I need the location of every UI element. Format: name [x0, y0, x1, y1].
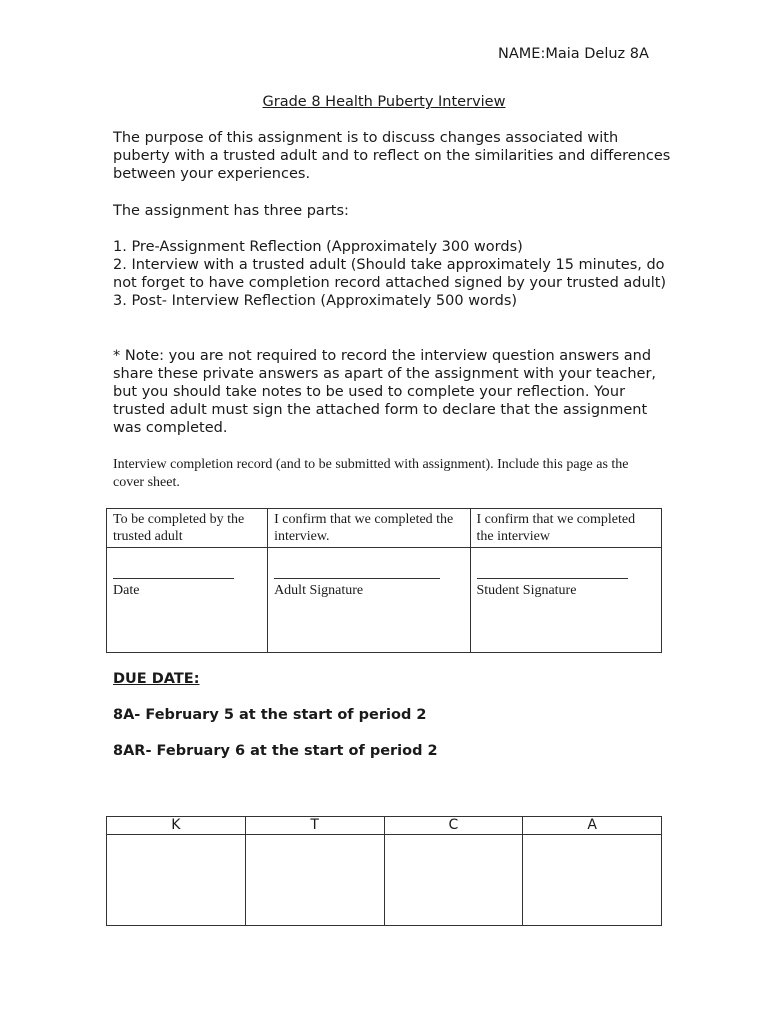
ktca-header-c: C [384, 817, 523, 835]
table-row [107, 509, 662, 548]
student-signature-cell[interactable] [470, 548, 662, 653]
student-signature-line [477, 550, 628, 579]
ktca-header-k: K [107, 817, 246, 835]
parts-list [113, 238, 673, 310]
record-header-adult-confirm: I confirm that we completed the interview. [268, 509, 470, 548]
ktca-cell-k[interactable] [107, 835, 246, 926]
due-date-8ar: 8AR- February 6 at the start of period 2 [113, 743, 438, 759]
purpose-paragraph [113, 129, 673, 183]
date-label: Date [113, 583, 140, 598]
part-item-2: 2. Interview with a trusted adult (Should take approximately 15 minutes, do not forget to have completion record attached signed by your trusted adult) [113, 257, 667, 291]
student-name: NAME:Maia Deluz 8A [498, 46, 649, 62]
record-header-student-confirm: I confirm that we completed the interview [470, 509, 662, 548]
ktca-rubric-table [106, 816, 662, 926]
ktca-cell-a[interactable] [523, 835, 662, 926]
ktca-header-t: T [245, 817, 384, 835]
student-signature-label: Student Signature [476, 583, 577, 598]
part-item-3: 3. Post- Interview Reflection (Approximately 500 words) [113, 293, 518, 309]
adult-signature-label: Adult Signature [274, 583, 364, 598]
due-date-8a: 8A- February 5 at the start of period 2 [113, 707, 427, 723]
date-line [113, 550, 234, 579]
ktca-header-a: A [523, 817, 662, 835]
table-row [107, 835, 662, 926]
purpose-text: The purpose of this assignment is to discuss changes associated with puberty with a trusted adult and to reflect on the similarities and differences between your experiences. [113, 130, 671, 182]
table-row [107, 817, 662, 835]
note-text: * Note: you are not required to record the interview question answers and share these private answers as apart of the assignment with your teacher, but you should take notes to be used to complete your reflection. Your trusted adult must sign the attached form to declare that the assignment was completed. [113, 348, 657, 436]
due-date-heading: DUE DATE: [113, 671, 200, 687]
note-paragraph [113, 347, 673, 437]
ktca-cell-c[interactable] [384, 835, 523, 926]
date-cell[interactable] [107, 548, 268, 653]
adult-signature-cell[interactable] [268, 548, 470, 653]
record-header-adult: To be completed by the trusted adult [107, 509, 268, 548]
adult-signature-line [274, 550, 440, 579]
completion-record-table [106, 508, 662, 653]
ktca-cell-t[interactable] [245, 835, 384, 926]
part-item-1: 1. Pre-Assignment Reflection (Approximately 300 words) [113, 239, 523, 255]
parts-intro: The assignment has three parts: [113, 203, 349, 219]
table-row [107, 548, 662, 653]
record-intro: Interview completion record (and to be submitted with assignment). Include this page as the cover sheet. [113, 457, 629, 490]
page-title: Grade 8 Health Puberty Interview [262, 94, 506, 110]
